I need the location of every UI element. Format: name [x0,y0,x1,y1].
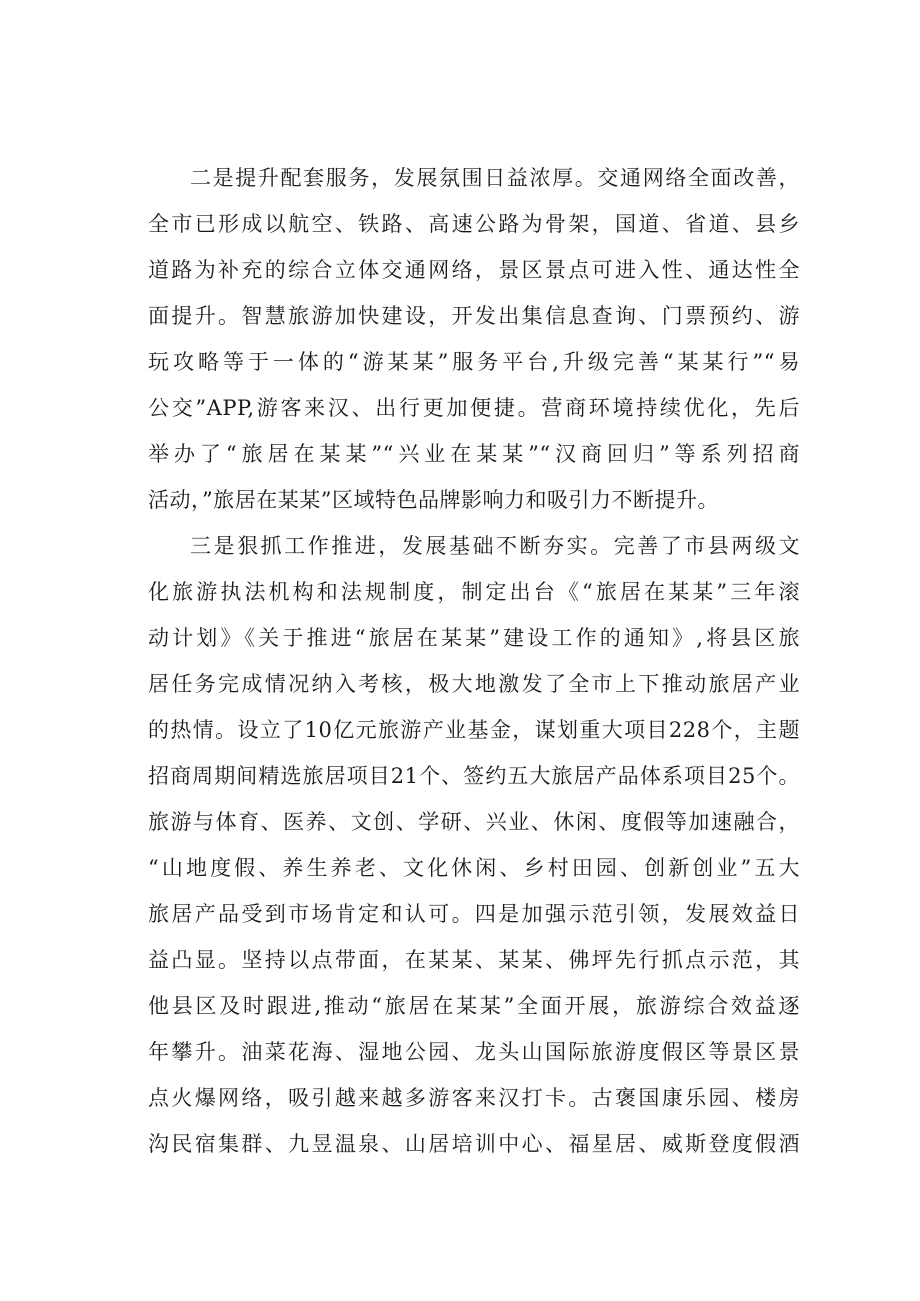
paragraph-line: 居任务完成情况纳入考核，极大地激发了全市上下推动旅居产业 [148,672,800,696]
paragraph-line: 旅游与体育、医养、文创、学研、兴业、休闲、度假等加速融合， [148,810,800,834]
paragraph-2 [148,523,800,1167]
document-body [148,155,800,1167]
paragraph-line: 全市已形成以航空、铁路、高速公路为骨架，国道、省道、县乡 [148,212,800,236]
paragraph-line: 公交”APP,游客来汉、出行更加便捷。营商环境持续优化，先后 [148,396,800,420]
paragraph-line: 点火爆网络，吸引越来越多游客来汉打卡。古褒国康乐园、楼房 [148,1086,800,1110]
paragraph-line: 活动，”旅居在某某”区域特色品牌影响力和吸引力不断提升。 [148,488,719,512]
paragraph-line: 益凸显。坚持以点带面，在某某、某某、佛坪先行抓点示范，其 [148,948,800,972]
paragraph-line: 沟民宿集群、九昱温泉、山居培训中心、福星居、威斯登度假酒 [148,1132,800,1156]
paragraph-line: 三是狠抓工作推进，发展基础不断夯实。完善了市县两级文 [190,534,800,558]
paragraph-line: 的热情。设立了10亿元旅游产业基金，谋划重大项目228个，主题 [148,718,800,742]
paragraph-line: 二是提升配套服务，发展氛围日益浓厚。交通网络全面改善， [190,166,800,190]
paragraph-line: 玩攻略等于一体的“游某某”服务平台,升级完善“某某行”“易 [148,350,800,374]
paragraph-line: 旅居产品受到市场肯定和认可。四是加强示范引领，发展效益日 [148,902,800,926]
paragraph-line: “山地度假、养生养老、文化休闲、乡村田园、创新创业”五大 [148,856,800,880]
paragraph-line: 年攀升。油菜花海、湿地公园、龙头山国际旅游度假区等景区景 [148,1040,800,1064]
paragraph-line: 举办了“旅居在某某”“兴业在某某”“汉商回归”等系列招商 [148,442,800,466]
paragraph-line: 面提升。智慧旅游加快建设，开发出集信息查询、门票预约、游 [148,304,800,328]
paragraph-line: 招商周期间精选旅居项目21个、签约五大旅居产品体系项目25个。 [148,764,800,788]
paragraph-line: 化旅游执法机构和法规制度，制定出台《“旅居在某某”三年滚 [148,580,800,604]
paragraph-line: 动计划》《关于推进“旅居在某某”建设工作的通知》,将县区旅 [148,626,800,650]
paragraph-line: 他县区及时跟进,推动“旅居在某某”全面开展，旅游综合效益逐 [148,994,800,1018]
paragraph-1 [148,155,800,523]
paragraph-line: 道路为补充的综合立体交通网络，景区景点可进入性、通达性全 [148,258,800,282]
